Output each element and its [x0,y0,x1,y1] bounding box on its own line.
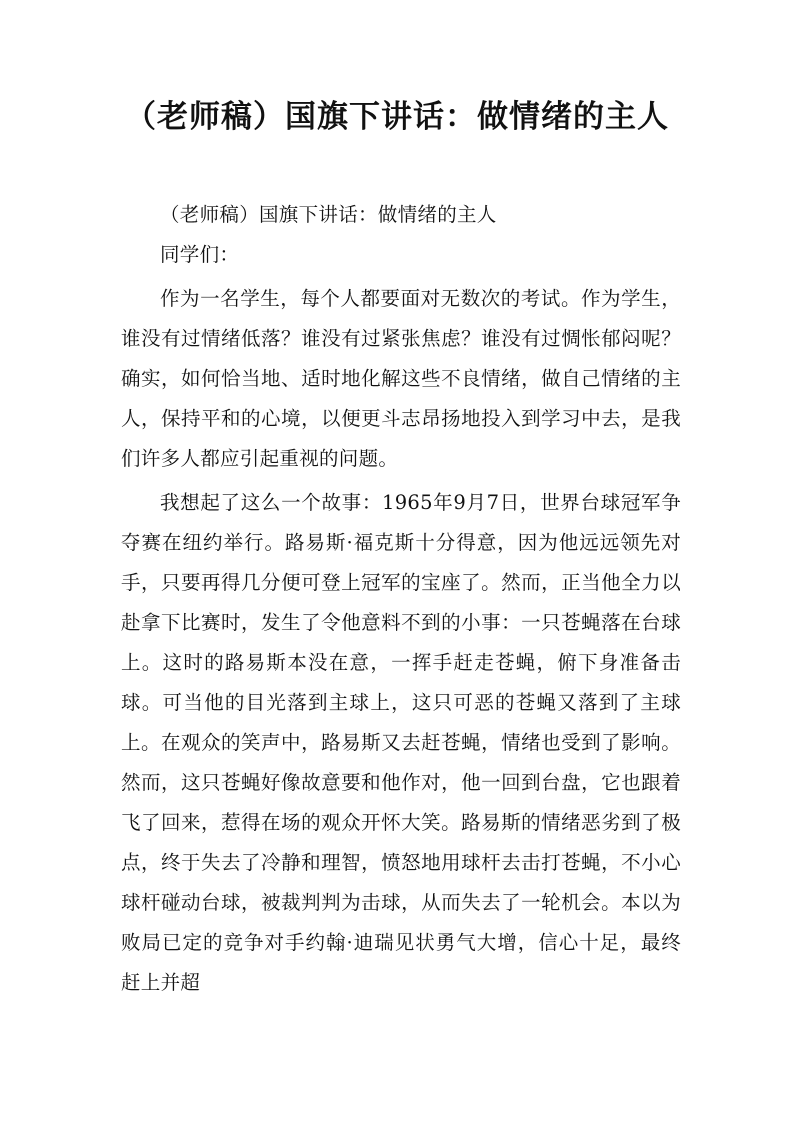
intro-paragraph: 作为一名学生，每个人都要面对无数次的考试。作为学生，谁没有过情绪低落？谁没有过紧张焦虑？谁没有过惆怅郁闷呢？确实，如何恰当地、适时地化解这些不良情绪，做自己情绪的主人，保持平和的心境，以便更斗志昂扬地投入到学习中去，是我们许多人都应引起重视的问题。 [121,287,681,470]
greeting-paragraph: 同学们： [160,243,240,266]
subtitle-paragraph: （老师稿）国旗下讲话：做情绪的主人 [160,203,497,226]
document-body [121,195,681,1003]
document-title: （老师稿）国旗下讲话：做情绪的主人 [125,99,669,135]
story-paragraph: 我想起了这么一个故事：1965年9月7日，世界台球冠军争夺赛在纽约举行。路易斯·福克斯十分得意，因为他远远领先对手，只要再得几分便可登上冠军的宝座了。然而，正当他全力以赴拿下比赛时，发生了令他意料不到的小事：一只苍蝇落在台球上。这时的路易斯本没在意，一挥手赶走苍蝇，俯下身准备击球。可当他的目光落到主球上，这只可恶的苍蝇又落到了主球上。在观众的笑声中，路易斯又去赶苍蝇，情绪也受到了影响。然而，这只苍蝇好像故意要和他作对，他一回到台盘，它也跟着飞了回来，惹得在场的观众开怀大笑。路易斯的情绪恶劣到了极点，终于失去了冷静和理智，愤怒地用球杆去击打苍蝇，不小心球杆碰动台球，被裁判判为击球，从而失去了一轮机会。本以为败局已定的竞争对手约翰·迪瑞见状勇气大增，信心十足，最终赶上并超 [121,491,681,994]
